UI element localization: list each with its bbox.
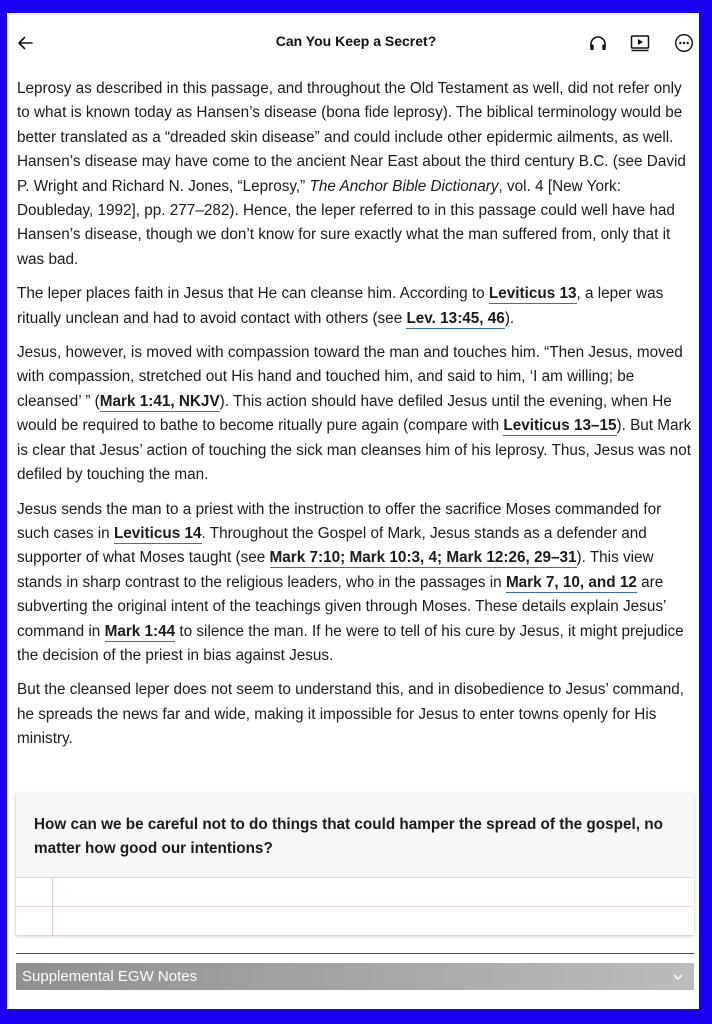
scripture-link[interactable]: Leviticus 13: [488, 285, 577, 303]
scripture-link[interactable]: Leviticus 14: [113, 524, 202, 542]
scripture-link[interactable]: Mark 1:41, NKJV: [99, 392, 220, 410]
discussion-question-card: [16, 793, 694, 935]
paragraph: Leprosy as described in this passage, and throughout the Old Testament as well, did not refer only to what is known today as Hansen’s disease (bona fide leprosy). The biblical terminology would be better translated as a “dreaded skin disease” and could include other epidermic ailments, as well. Hansen’s disease may have come to the ancient Near East about the third century B.C. (see David P. Wright and Richard N. Jones, “Leprosy,” The Anchor Bible Dictionary, vol. 4 [New York: Doubleday, 1992], pp. 277–282). Hence, the leper referred to in this passage could well have had Hansen’s disease, though we don’t know for sure exactly what the man suffered from, only that it was bad.: [17, 80, 686, 268]
chevron-down-icon: [672, 971, 684, 983]
discussion-question: How can we be careful not to do things that could hamper the spread of the gospel, no matter how good our intentions?: [34, 816, 663, 857]
more-options-button[interactable]: [671, 30, 697, 56]
page-title: Can You Keep a Secret?: [275, 33, 437, 49]
lesson-content: [17, 77, 697, 762]
supplemental-egw-notes-toggle[interactable]: [16, 963, 694, 990]
video-button[interactable]: [627, 30, 653, 56]
note-margin-line: [52, 878, 53, 936]
scripture-link[interactable]: Mark 7:10; Mark 10:3, 4; Mark 12:26, 29–31: [269, 549, 577, 567]
scripture-link[interactable]: Leviticus 13–15: [503, 417, 617, 435]
reader-window: [7, 13, 699, 1009]
paragraph: The leper places faith in Jesus that He can cleanse him. According to Leviticus 13, a leper was ritually unclean and had to avoid contact with others (see Lev. 13:45, 46).: [17, 285, 664, 327]
headphones-icon: [588, 33, 608, 53]
section-divider: [16, 953, 694, 954]
scripture-link[interactable]: Mark 7, 10, and 12: [505, 573, 637, 591]
audio-button[interactable]: [585, 30, 611, 56]
scripture-link[interactable]: Lev. 13:45, 46: [406, 309, 505, 327]
paragraph: Jesus, however, is moved with compassion toward the man and touches him. “Then Jesus, moved with compassion, stretched out His hand and touched him, and said to him, ‘I am willing; be cleansed’ ” (Mark 1:41, NKJV). This action should have defiled Jesus until the evening, when He would be required to bathe to become ritually pure again (compare with Leviticus 13–15). But Mark is clear that Jesus’ action of touching the sick man cleanses him of his leprosy. Thus, Jesus was not defiled by touching the man.: [17, 344, 692, 484]
top-bar: [7, 13, 699, 71]
paragraph: But the cleansed leper does not seem to understand this, and in disobedience to Jesus’ command, he spreads the news far and wide, making it impossible for Jesus to enter towns openly for His ministry.: [17, 681, 684, 748]
more-options-icon: [674, 33, 694, 53]
play-video-icon: [630, 33, 650, 53]
book-title: The Anchor Bible Dictionary: [309, 177, 499, 195]
paragraph: Jesus sends the man to a priest with the instruction to offer the sacrifice Moses commanded for such cases in Leviticus 14. Throughout the Gospel of Mark, Jesus stands as a defender and supporter of what Moses taught (see Mark 7:10; Mark 10:3, 4; Mark 12:26, 29–31). This view stands in sharp contrast to the religious leaders, who in the passages in Mark 7, 10, and 12 are subverting the original intent of the teachings given through Moses. These details explain Jesus’ command in Mark 1:44 to silence the man. If he were to tell of his cure by Jesus, it might prejudice the decision of the priest in bias against Jesus.: [17, 500, 684, 664]
answer-notes-field[interactable]: [16, 877, 694, 935]
back-arrow-icon: [17, 35, 33, 51]
scripture-link[interactable]: Mark 1:44: [104, 622, 176, 640]
supplemental-egw-notes-label: Supplemental EGW Notes: [22, 968, 198, 985]
back-button[interactable]: [13, 31, 37, 55]
